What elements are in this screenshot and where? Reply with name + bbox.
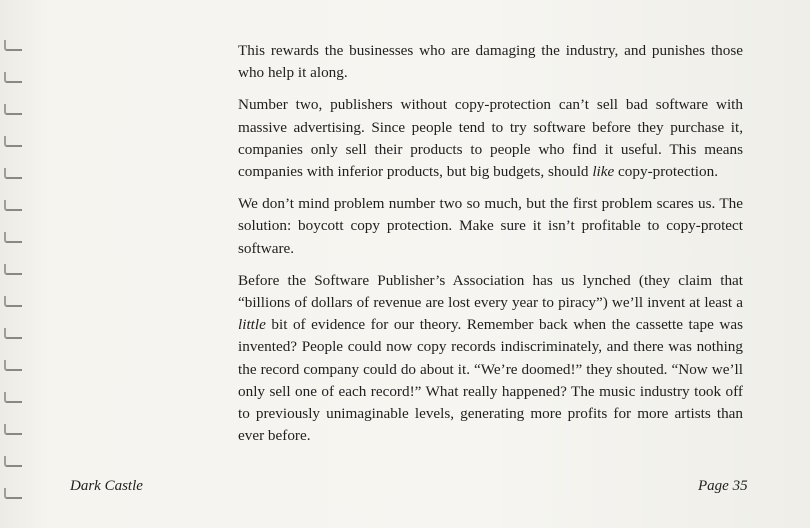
paragraph — [238, 270, 743, 448]
binding-hole — [4, 200, 22, 211]
binding-hole — [4, 40, 22, 51]
binding-hole — [4, 328, 22, 339]
paragraph — [238, 193, 743, 260]
binding-hole — [4, 488, 22, 499]
paragraph-text: Before the Software Publisher’s Association has us lynched (they claim that “billions of dollars of revenue are lost every year to piracy”) we’ll invent at least a — [238, 271, 743, 312]
paragraph-text: Number two, publishers without copy-protection can’t sell bad software with massive advertising. Since people tend to try software before they purchase it, companies only sell their products to people who find it useful. This means companies with inferior products, but big budgets, should — [238, 96, 743, 181]
footer-title: Dark Castle — [70, 478, 143, 494]
paragraph — [238, 40, 743, 84]
binding-hole — [4, 104, 22, 115]
binding-hole — [4, 392, 22, 403]
page-number: Page 35 — [698, 478, 748, 494]
paragraph-text: bit of evidence for our theory. Remember back when the cassette tape was invented? People could now copy records indiscriminately, and there was nothing the record company could do about it. “We’re doomed!” they shouted. “Now we’ll only sell one of each record!” What really happened? The music industry took off to previously unimaginable levels, generating more profits for more artists than ever before. — [238, 316, 743, 445]
emphasis-text: like — [592, 163, 615, 181]
binding-hole — [4, 72, 22, 83]
spiral-binding — [0, 0, 24, 528]
binding-hole — [4, 264, 22, 275]
paragraph-text: We don’t mind problem number two so much, but the first problem scares us. The solution: boycott copy protection. Make sure it isn’t profitable to copy-protect software. — [238, 195, 743, 257]
binding-hole — [4, 136, 22, 147]
binding-hole — [4, 168, 22, 179]
binding-hole — [4, 424, 22, 435]
paragraph-text: copy-protection. — [614, 163, 718, 181]
binding-hole — [4, 232, 22, 243]
emphasis-text: little — [238, 316, 266, 334]
body-text — [238, 40, 743, 457]
paragraph-text: This rewards the businesses who are damaging the industry, and punishes those who help it along. — [238, 42, 743, 82]
paragraph — [238, 94, 743, 183]
binding-hole — [4, 456, 22, 467]
binding-hole — [4, 296, 22, 307]
binding-hole — [4, 360, 22, 371]
